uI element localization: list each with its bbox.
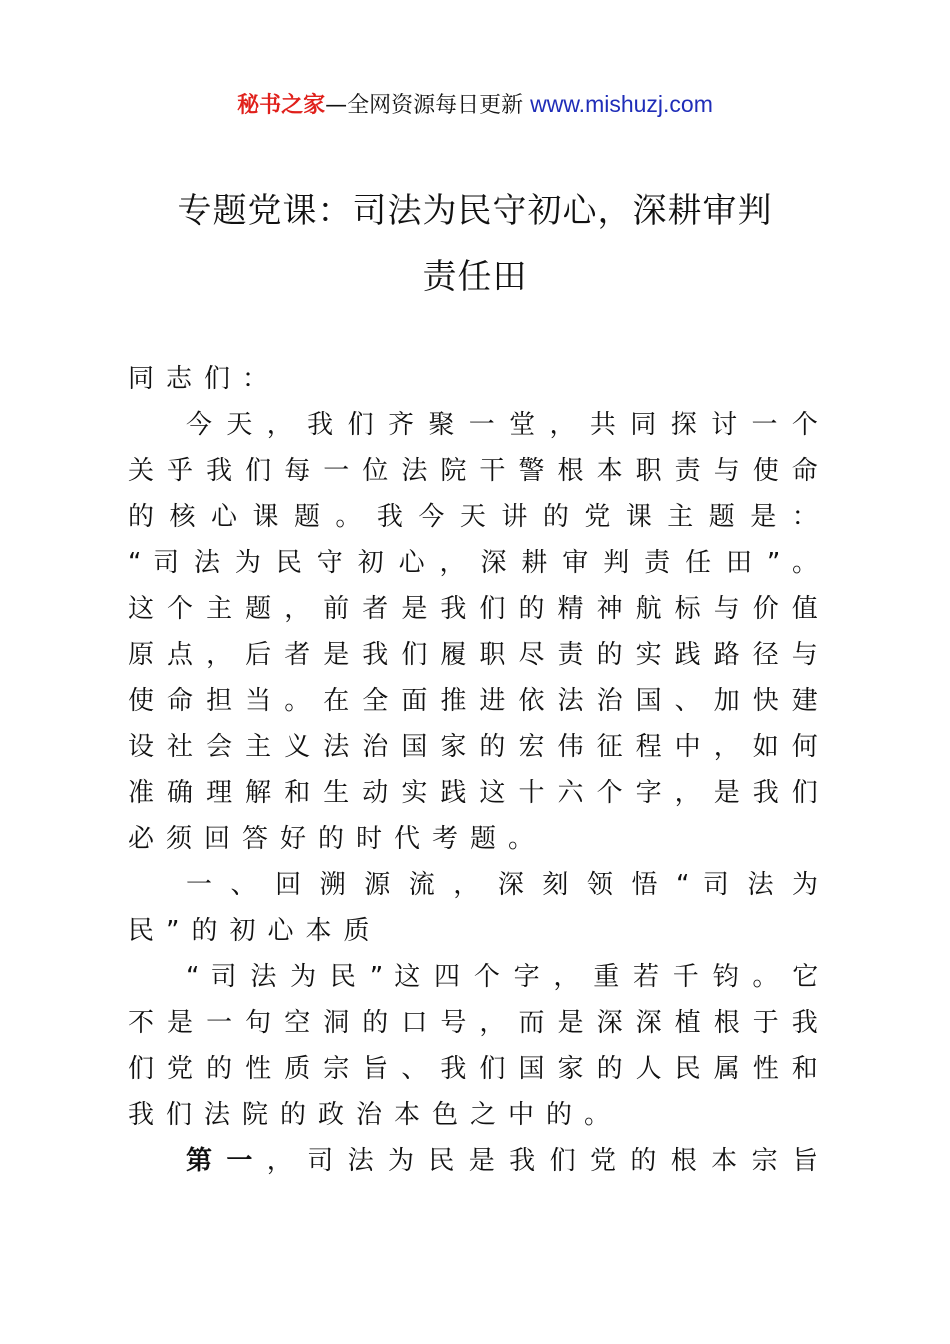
title-line-2: 责任田 [422,257,528,297]
text-line: 准 确 理 解 和 生 动 实 践 这 十 六 个 字 ， 是 我 们 [128,778,818,808]
document-body [128,356,818,1184]
text-line: 必须回答好的时代考题。 [128,824,547,854]
site-brand: 秘书之家 [237,93,326,118]
text-line: 关 乎 我 们 每 一 位 法 院 干 警 根 本 职 责 与 使 命 [128,456,818,486]
text-line: 设 社 会 主 义 法 治 国 家 的 宏 伟 征 程 中 ， 如 何 [128,732,818,762]
text-line: 原 点 ， 后 者 是 我 们 履 职 尽 责 的 实 践 路 径 与 [128,640,818,670]
text-line: “ 司 法 为 民 ” 这 四 个 字 ， 重 若 千 钧 。 它 [186,962,819,992]
bold-lead: 第一 [186,1146,267,1176]
site-url-link[interactable]: www.mishuzj.com [530,91,713,117]
text-line: 我们法院的政治本色之中的。 [128,1100,623,1130]
line-rest: ，司法为民是我们党的根本宗旨 [266,1146,818,1176]
site-slogan: —全网资源每日更新 [325,93,531,118]
salutation: 同志们： [128,364,281,394]
title-line-1: 专题党课：司法为民守初心，深耕审判 [177,191,773,231]
text-line: 使 命 担 当 。 在 全 面 推 进 依 法 治 国 、 加 快 建 [128,686,818,716]
text-line: 们 党 的 性 质 宗 旨 、 我 们 国 家 的 人 民 属 性 和 [128,1054,818,1084]
text-line: 不 是 一 句 空 洞 的 口 号 ， 而 是 深 深 植 根 于 我 [128,1008,818,1038]
text-line: 今 天 ， 我 们 齐 聚 一 堂 ， 共 同 探 讨 一 个 [186,410,818,440]
section-heading-line: 民”的初心本质 [128,916,382,946]
section-heading-line: 一 、 回 溯 源 流 ， 深 刻 领 悟 “ 司 法 为 [186,870,819,900]
text-line: 的 核 心 课 题 。 我 今 天 讲 的 党 课 主 题 是 ： [128,502,818,532]
text-line: “ 司 法 为 民 守 初 心 ， 深 耕 审 判 责 任 田 ” 。 [128,548,818,578]
text-line: 这 个 主 题 ， 前 者 是 我 们 的 精 神 航 标 与 价 值 [128,594,818,624]
site-header [0,88,950,122]
text-line-with-bold [128,1138,818,1184]
document-title [120,178,830,310]
